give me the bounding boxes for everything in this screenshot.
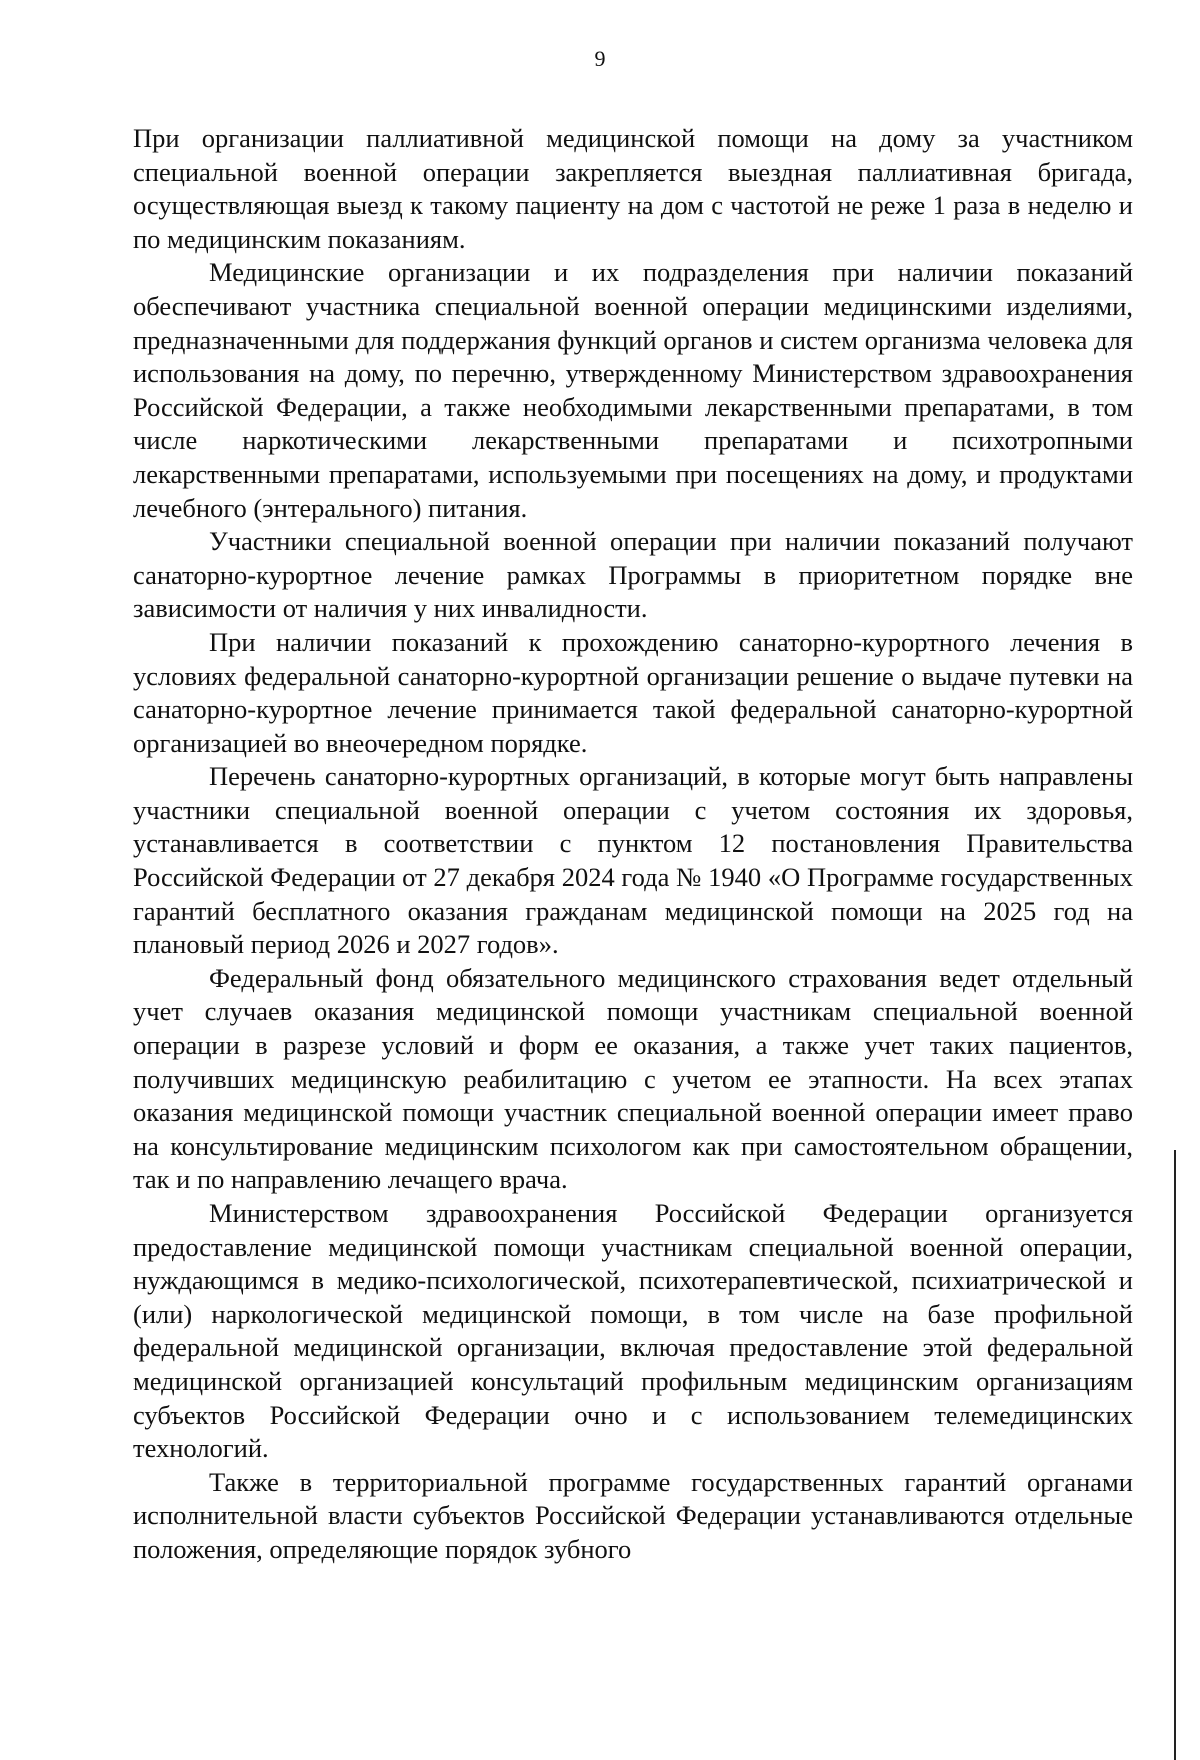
paragraph-ministry-psychology: Министерством здравоохранения Российской Федерации организуется предоставление медицинской помощи участникам специальной военной операции, нуждающимся в медико-психологической, психотерапевтической, психиатрической и (или) наркологической медицинской помощи, в том числе на базе профильной федеральной медицинской организации, включая предоставление этой федеральной медицинской организацией консультаций профильным медицинским организациям субъектов Российской Федерации очно и с использованием телемедицинских технологий. [133,1198,1133,1464]
page-number: 9 [594,46,606,71]
paragraph-sanatorium-priority: Участники специальной военной операции при наличии показаний получают санаторно-курортное лечение рамках Программы в приоритетном порядке вне зависимости от наличия у них инвалидности. [133,526,1133,624]
paragraph-palliative-care: При организации паллиативной медицинской помощи на дому за участником специальной военной операции закрепляется выездная паллиативная бригада, осуществляющая выезд к такому пациенту на дом с частотой не реже 1 раза в неделю и по медицинским показаниям. [133,123,1133,254]
scan-edge-line [1174,1150,1176,1760]
paragraph-insurance-fund: Федеральный фонд обязательного медицинского страхования ведет отдельный учет случаев оказания медицинской помощи участникам специальной военной операции в разрезе условий и форм ее оказания, а также учет таких пациентов, получивших медицинскую реабилитацию с учетом ее этапности. На всех этапах оказания медицинской помощи участник специальной военной операции имеет право на консультирование медицинским психологом как при самостоятельном обращении, так и по направлению лечащего врача. [133,962,1133,1195]
paragraph-medical-devices: Медицинские организации и их подразделения при наличии показаний обеспечивают участника специальной военной операции медицинскими изделиями, предназначенными для поддержания функций органов и систем организма человека для использования на дому, по перечню, утвержденному Министерством здравоохранения Российской Федерации, а также необходимыми лекарственными препаратами, в том числе наркотическими лекарственными препаратами и психотропными лекарственными препаратами, используемыми при посещениях на дому, и продуктами лечебного (энтерального) питания. [133,257,1133,523]
paragraph-territorial-program: Также в территориальной программе государственных гарантий органами исполнительной власти субъектов Российской Федерации устанавливаются отдельные положения, определяющие порядок зубного [133,1466,1133,1564]
paragraph-sanatorium-voucher: При наличии показаний к прохождению санаторно-курортного лечения в условиях федеральной санаторно-курортной организации решение о выдаче путевки на санаторно-курортное лечение принимается такой федеральной санаторно-курортной организацией во внеочередном порядке. [133,626,1133,758]
document-body [133,122,1133,1567]
paragraph-sanatorium-list: Перечень санаторно-курортных организаций, в которые могут быть направлены участники специальной военной операции с учетом состояния их здоровья, устанавливается в соответствии с пунктом 12 постановления Правительства Российской Федерации от 27 декабря 2024 года № 1940 «О Программе государственных гарантий бесплатного оказания гражданам медицинской помощи на 2025 год на плановый период 2026 и 2027 годов». [133,761,1133,960]
